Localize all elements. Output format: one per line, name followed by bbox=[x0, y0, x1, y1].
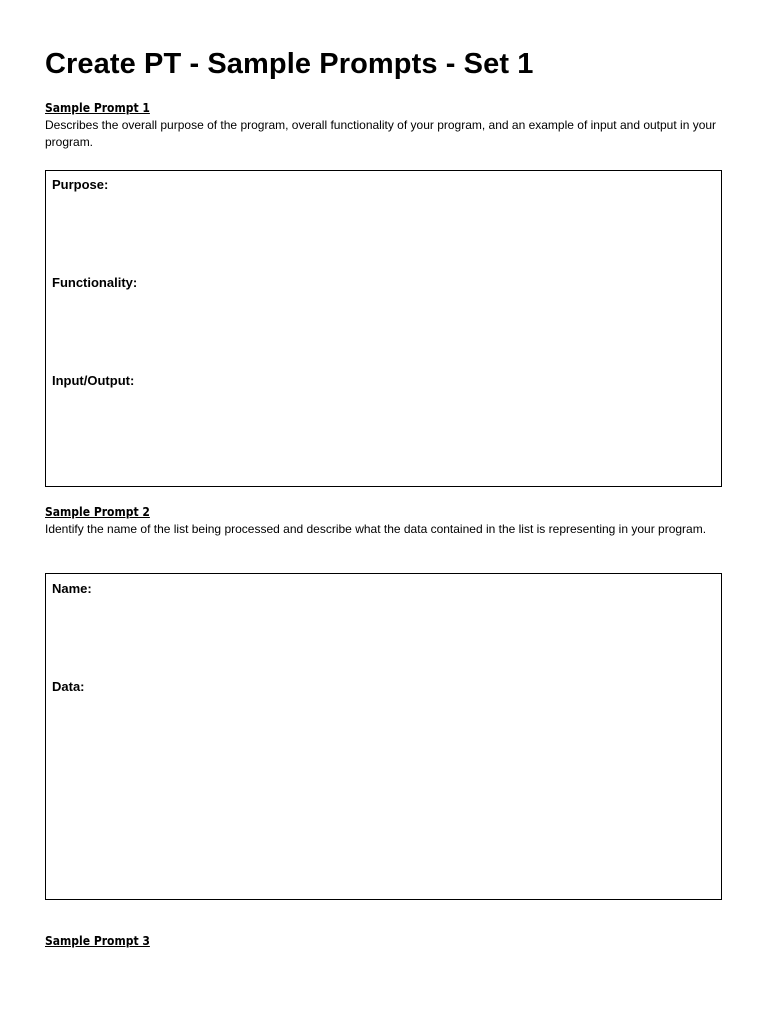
page-title: Create PT - Sample Prompts - Set 1 bbox=[45, 48, 534, 80]
prompt-2-heading: Sample Prompt 2 bbox=[45, 505, 150, 519]
prompt-1-description: Describes the overall purpose of the program, overall functionality of your program, and an example of input and output in your program. bbox=[45, 118, 717, 149]
prompt-1-heading: Sample Prompt 1 bbox=[45, 101, 150, 115]
name-label: Name: bbox=[52, 581, 92, 596]
purpose-label: Purpose: bbox=[52, 177, 109, 192]
input-output-label: Input/Output: bbox=[52, 373, 135, 388]
prompt-2-answer-box[interactable] bbox=[45, 573, 722, 900]
functionality-label: Functionality: bbox=[52, 275, 138, 290]
prompt-1-answer-box[interactable] bbox=[45, 170, 722, 487]
data-label: Data: bbox=[52, 679, 85, 694]
prompt-3-heading: Sample Prompt 3 bbox=[45, 934, 150, 948]
prompt-2-description: Identify the name of the list being processed and describe what the data contained in the list is representing in your program. bbox=[45, 522, 707, 536]
